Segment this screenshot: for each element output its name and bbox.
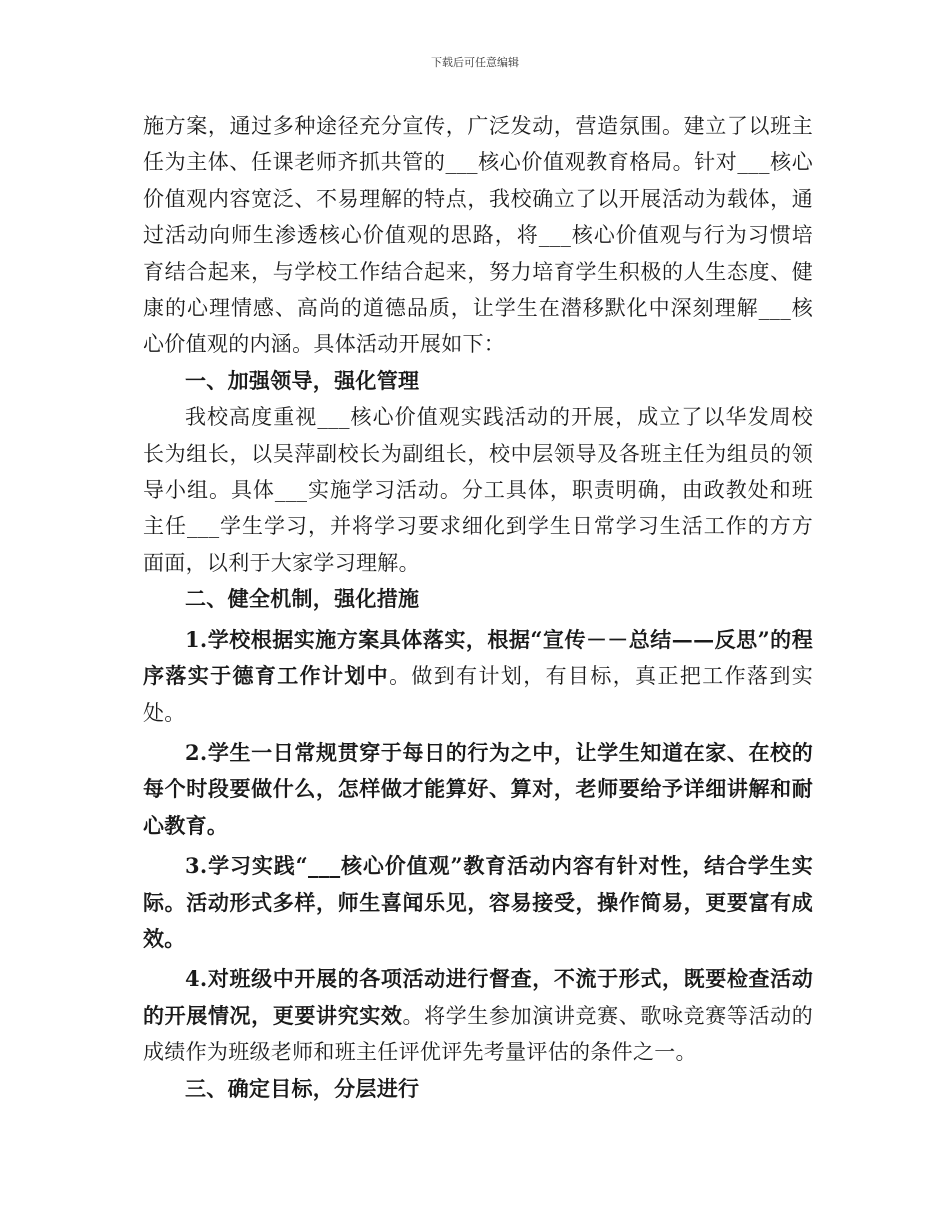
- list-item-1: [143, 622, 813, 731]
- list-item-4: [143, 961, 813, 1070]
- list-item-4-rest: 。将学生参加演讲竞赛、歌咏竞赛等活动的成绩作为班级老师和班主任评优评先考量评估的条件之一。: [143, 1003, 813, 1065]
- section-heading-2: 二、健全机制，强化措施: [185, 586, 420, 612]
- section-heading-1: 一、加强领导，强化管理: [185, 367, 420, 393]
- list-item-1-rest: 。做到有计划，有目标，真正把工作落到实处。: [143, 664, 813, 725]
- list-item-4-bold: 4.对班级中开展的各项活动进行督查，不流于形式，既要检查活动的开展情况，更要讲究实效: [143, 966, 813, 1028]
- paragraph-intro: 施方案，通过多种途径充分宣传，广泛发动，营造氛围。建立了以班主任为主体、任课老师齐抓共管的___核心价值观教育格局。针对___核心价值观内容宽泛、不易理解的特点，我校确立了以开展活动为载体，通过活动向师生渗透核心价值观的思路，将___核心价值观与行为习惯培育结合起来，与学校工作结合起来，努力培育学生积极的人生态度、健康的心理情感、高尚的道德品质，让学生在潜移默化中深刻理解___核心价值观的内涵。具体活动开展如下：: [143, 114, 813, 357]
- list-item-1-bold: 1.学校根据实施方案具体落实，根据“宣传－－总结——反思”的程序落实于德育工作计划中: [143, 626, 813, 689]
- section-heading-3: 三、确定目标，分层进行: [185, 1075, 420, 1101]
- list-item-3: 3.学习实践“___核心价值观”教育活动内容有针对性，结合学生实际。活动形式多样，师生喜闻乐见，容易接受，操作简易，更要富有成效。: [143, 853, 813, 951]
- list-item-2: 2.学生一日常规贯穿于每日的行为之中，让学生知道在家、在校的每个时段要做什么，怎样做才能算好、算对，老师要给予详细讲解和耐心教育。: [143, 739, 813, 838]
- paragraph-leadership: 我校高度重视___核心价值观实践活动的开展，成立了以华发周校长为组长，以吴萍副校长为副组长，校中层领导及各班主任为组员的领导小组。具体___实施学习活动。分工具体，职责明确，由政教处和班主任___学生学习，并将学习要求细化到学生日常学习生活工作的方方面面，以利于大家学习理解。: [143, 405, 813, 575]
- page-header: 下载后可任意编辑: [431, 56, 519, 69]
- document-body: [143, 108, 813, 1107]
